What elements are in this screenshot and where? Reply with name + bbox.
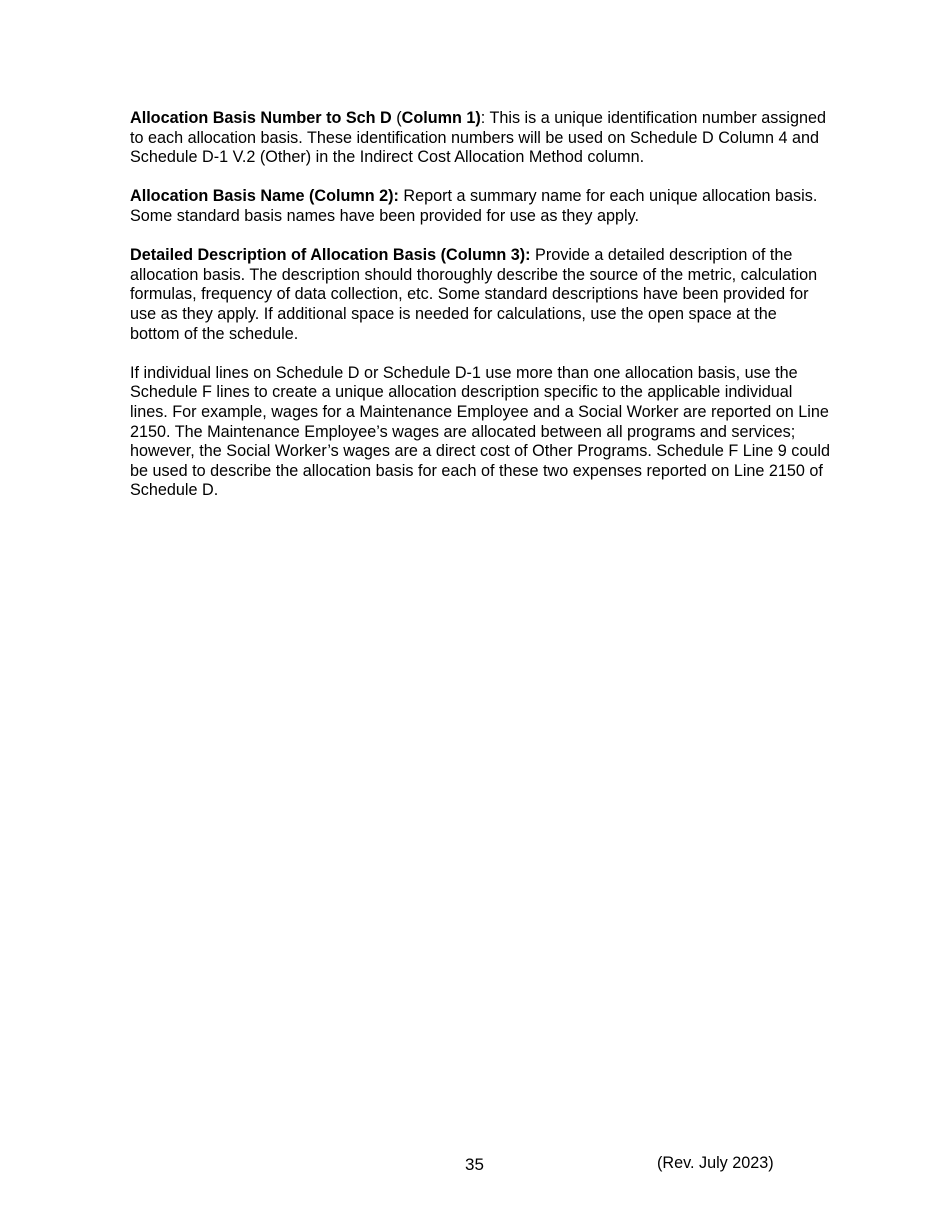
- paragraph-allocation-basis-name: [130, 187, 830, 226]
- term-allocation-basis-name: Allocation Basis Name (Column 2):: [130, 187, 399, 206]
- page-number: 35: [465, 1155, 484, 1174]
- definition-text: Provide a detailed description of the allocation basis. The description should thoroughly describe the source of the metric, calculation formulas, frequency of data collection, etc. Some standard descriptions have been provided for use as they apply. If additional space is needed for calculations, use the open space at the bottom of the schedule.: [130, 246, 818, 343]
- paragraph-allocation-basis-number: Allocation Basis Number to Sch D (Column 1): This is a unique identification number assigned to each allocation basis. These identification numbers will be used on Schedule D Column 4 and Schedule D-1 V.2 (Other) in the Indirect Cost Allocation Method column.: [130, 109, 827, 167]
- term-column-1: Column 1): [401, 109, 481, 127]
- body-text: If individual lines on Schedule D or Schedule D-1 use more than one allocation basis, use the Schedule F lines to create a unique allocation description specific to the applicable individual lines. For example, wages for a Maintenance Employee and a Social Worker are reported on Line 2150. The Maintenance Employee’s wages are allocated between all programs and services; however, the Social Worker’s wages are a direct cost of Other Programs. Schedule F Line 9 could be used to describe the allocation basis for each of these two expenses reported on Line 2150 of Schedule D.: [130, 363, 831, 500]
- paragraph-detailed-description: [130, 246, 830, 344]
- term-detailed-description: Detailed Description of Allocation Basis (Column 3):: [130, 246, 531, 265]
- definition-text: Report a summary name for each unique allocation basis. Some standard basis names have been provided for use as they apply.: [130, 187, 818, 225]
- instructions-body: [130, 109, 830, 520]
- definition-text: : This is a unique identification number assigned to each allocation basis. These identification numbers will be used on Schedule D Column 4 and Schedule D-1 V.2 (Other) in the Indirect Cost Allocation Method column.: [130, 109, 827, 167]
- paragraph-multiple-allocation-bases: [130, 364, 830, 501]
- term-allocation-basis-number: Allocation Basis Number to Sch D: [130, 109, 392, 127]
- revision-date: (Rev. July 2023): [657, 1154, 774, 1172]
